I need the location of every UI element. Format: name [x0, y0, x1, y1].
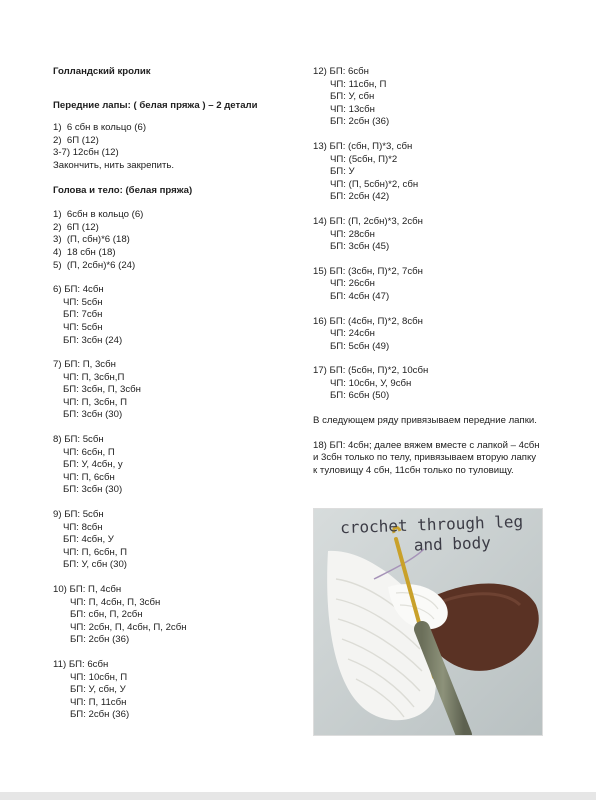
- pattern-row: БП: 3сбн (30): [63, 484, 123, 496]
- pattern-row: 11) БП: 6сбн: [53, 658, 109, 670]
- pattern-row: БП: 2сбн (36): [330, 116, 390, 128]
- row-18-instructions: 18) БП: 4сбн; далее вяжем вместе с лапкой – 4сбн и 3сбн только по телу, привязываем вторую лапку к туловищу 4 сбн, 11сбн только по туловищу.: [313, 439, 540, 476]
- pattern-row: ЧП: 28сбн: [330, 228, 375, 240]
- pattern-row: ЧП: 13сбн: [330, 103, 375, 115]
- row-block: [313, 316, 541, 354]
- pattern-row: ЧП: 5сбн: [63, 296, 103, 308]
- pattern-row: БП: сбн, П, 2сбн: [70, 609, 143, 621]
- row-block: [313, 66, 541, 129]
- pattern-row: ЧП: 24сбн: [330, 328, 375, 340]
- pattern-row: БП: 6сбн (50): [330, 390, 390, 402]
- pattern-row: БП: У, сбн, У: [70, 684, 126, 696]
- page-bottom-edge: [0, 792, 596, 800]
- row-block: [313, 266, 541, 304]
- pattern-row: Закончить, нить закрепить.: [53, 159, 175, 171]
- pattern-row: БП: 7сбн: [63, 309, 103, 321]
- pattern-row: БП: У, сбн: [330, 91, 375, 103]
- pattern-row: ЧП: П, 3сбн, П: [63, 396, 127, 408]
- pattern-row: БП: 3сбн, П, 3сбн: [63, 384, 141, 396]
- pattern-row: ЧП: П, 4сбн, П, 3сбн: [70, 596, 161, 608]
- pattern-row: 7) БП: П, 3сбн: [53, 359, 116, 371]
- row-block: [53, 359, 293, 422]
- row-block: [53, 659, 293, 722]
- photo-caption-line: and body: [413, 532, 492, 555]
- row-block: [53, 509, 293, 572]
- pattern-row: БП: 3сбн (24): [63, 334, 123, 346]
- pattern-row: 15) БП: (3сбн, П)*2, 7сбн: [313, 265, 423, 277]
- pattern-row: БП: 4сбн, У: [63, 534, 114, 546]
- pattern-row: ЧП: (П, 5сбн)*2, сбн: [330, 178, 419, 190]
- photo-caption: [331, 512, 532, 559]
- pattern-row: ЧП: 11сбн, П: [330, 78, 387, 90]
- row-block: [313, 365, 541, 403]
- pattern-row: БП: 3сбн (30): [63, 409, 123, 421]
- crochet-photo: [313, 508, 543, 736]
- pattern-row: 4) 18 сбн (18): [53, 246, 116, 258]
- pattern-row: БП: 3сбн (45): [330, 241, 390, 253]
- pattern-row: ЧП: П, 11сбн: [70, 696, 127, 708]
- pattern-row: 14) БП: (П, 2сбн)*3, 2сбн: [313, 215, 423, 227]
- pattern-row: 1) 6 сбн в кольцо (6): [53, 122, 147, 134]
- pattern-row: БП: У, сбн (30): [63, 559, 127, 571]
- pattern-row: ЧП: 10сбн, П: [70, 671, 128, 683]
- pattern-row: 12) БП: 6сбн: [313, 66, 369, 77]
- pattern-row: 17) БП: (5сбн, П)*2, 10сбн: [313, 365, 429, 377]
- pattern-row: 9) БП: 5сбн: [53, 509, 104, 521]
- pattern-row: 16) БП: (4сбн, П)*2, 8сбн: [313, 315, 423, 327]
- pattern-row: 13) БП: (сбн, П)*3, сбн: [313, 140, 413, 152]
- pattern-row: 8) БП: 5сбн: [53, 434, 104, 446]
- pattern-row: БП: 5сбн (49): [330, 340, 390, 352]
- pattern-row: ЧП: (5сбн, П)*2: [330, 153, 398, 165]
- pattern-row: ЧП: П, 6сбн, П: [63, 546, 127, 558]
- row-block: [53, 284, 293, 347]
- pattern-row: ЧП: 8сбн: [63, 521, 103, 533]
- pattern-row: БП: У: [330, 166, 355, 178]
- pattern-row: БП: 2сбн (42): [330, 191, 390, 203]
- pattern-row: 2) 6П (12): [53, 134, 99, 146]
- pattern-row: 3-7) 12сбн (12): [53, 147, 119, 159]
- front-paws-rows: [53, 122, 293, 172]
- pattern-row: ЧП: 5сбн: [63, 321, 103, 333]
- pattern-row: ЧП: П, 6сбн: [63, 471, 115, 483]
- pattern-row: 3) (П, сбн)*6 (18): [53, 234, 130, 246]
- pattern-row: БП: У, 4сбн, у: [63, 459, 123, 471]
- pattern-row: 1) 6сбн в кольцо (6): [53, 209, 144, 221]
- pattern-row: 2) 6П (12): [53, 221, 99, 233]
- row-block: [313, 216, 541, 254]
- pattern-row: БП: 4сбн (47): [330, 290, 390, 302]
- left-column: [53, 66, 293, 734]
- row-block: [313, 141, 541, 204]
- photo-caption-line: crochet through leg: [339, 511, 524, 538]
- right-column: [313, 66, 541, 489]
- pattern-row: БП: 2сбн (36): [70, 634, 130, 646]
- pattern-title: Голландский кролик: [53, 66, 151, 77]
- pattern-row: 5) (П, 2сбн)*6 (24): [53, 259, 136, 271]
- pattern-row: БП: 2сбн (36): [70, 709, 130, 721]
- pattern-row: ЧП: 26сбн: [330, 278, 375, 290]
- row-block: [53, 584, 293, 647]
- pattern-row: ЧП: 6сбн, П: [63, 446, 115, 458]
- pattern-row: 10) БП: П, 4сбн: [53, 584, 122, 595]
- head-body-heading: Голова и тело: (белая пряжа): [53, 184, 193, 196]
- head-body-rows: [53, 209, 293, 272]
- pattern-row: ЧП: 2сбн, П, 4сбн, П, 2сбн: [70, 621, 187, 633]
- attach-paws-note: В следующем ряду привязываем передние лапки.: [313, 415, 537, 427]
- pattern-row: 6) БП: 4сбн: [53, 284, 104, 296]
- pattern-row: ЧП: П, 3сбн,П: [63, 371, 125, 383]
- pattern-row: ЧП: 10сбн, У, 9сбн: [330, 377, 412, 389]
- row-block: [53, 434, 293, 497]
- front-paws-heading: Передние лапы: ( белая пряжа ) – 2 детали: [53, 99, 258, 111]
